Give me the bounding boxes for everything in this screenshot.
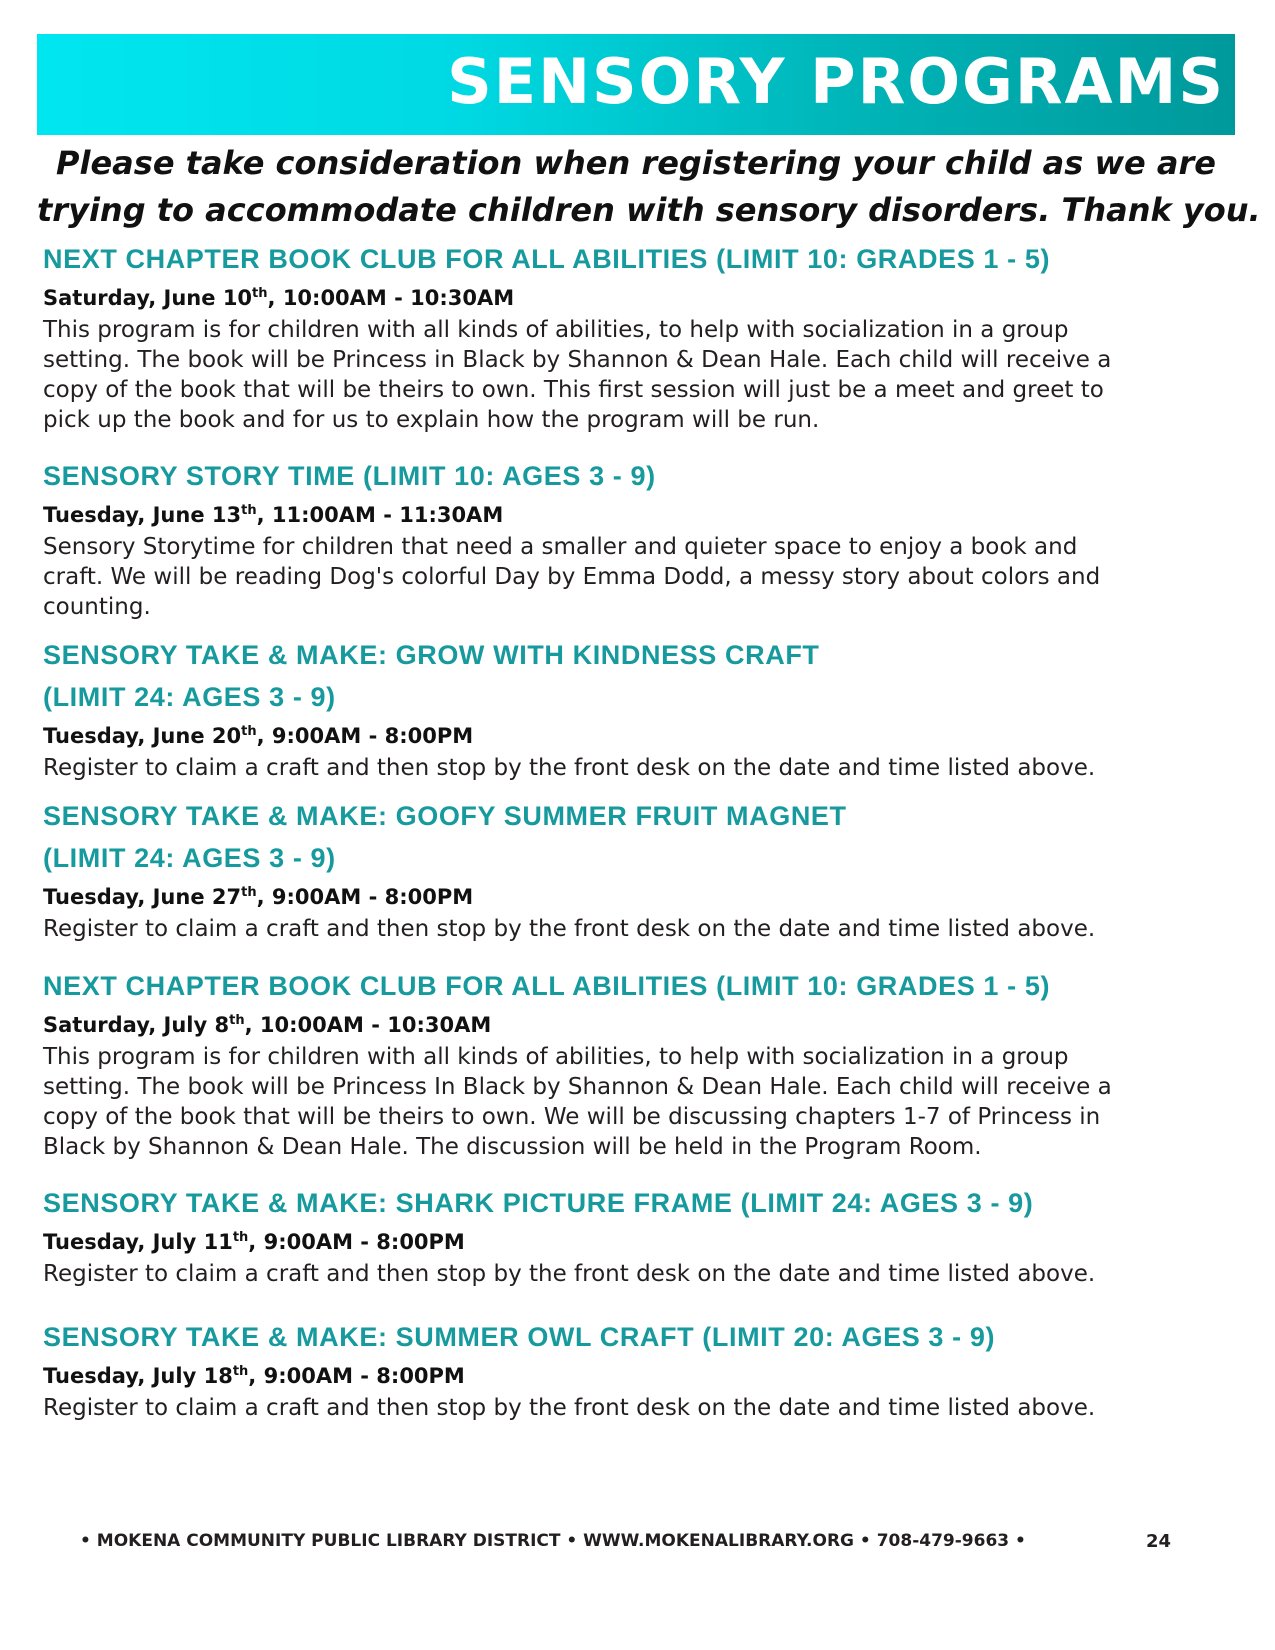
program-entry xyxy=(43,795,1243,944)
program-entry xyxy=(43,634,1243,783)
program-title-line: (LIMIT 24: AGES 3 - 9) xyxy=(43,682,336,712)
program-description: Register to claim a craft and then stop by the front desk on the date and time listed above. xyxy=(43,1261,1096,1287)
program-description: Register to claim a craft and then stop by the front desk on the date and time listed above. xyxy=(43,916,1096,942)
program-title xyxy=(43,965,1243,1007)
footer-contact: • MOKENA COMMUNITY PUBLIC LIBRARY DISTRICT • WWW.MOKENALIBRARY.ORG • 708-479-9663 • xyxy=(80,1531,1026,1551)
program-description: Sensory Storytime for children that need a smaller and quieter space to enjoy a book and craft. We will be reading Dog's colorful Day by Emma Dodd, a messy story about colors and counting. xyxy=(43,534,1101,620)
program-description: This program is for children with all kinds of abilities, to help with socialization in a group setting. The book will be Princess in Black by Shannon & Dean Hale. Each child will receive a copy of the book that will be theirs to own. This first session will just be a meet and greet to pick up the book and for us to explain how the program will be run. xyxy=(43,317,1112,433)
program-title-line: SENSORY TAKE & MAKE: SUMMER OWL CRAFT (LIMIT 20: AGES 3 - 9) xyxy=(43,1322,996,1352)
program-title xyxy=(43,238,1243,280)
page-number: 24 xyxy=(1146,1531,1172,1552)
program-title xyxy=(43,455,1243,497)
program-description: Register to claim a craft and then stop by the front desk on the date and time listed above. xyxy=(43,755,1096,781)
program-title-line: SENSORY TAKE & MAKE: GOOFY SUMMER FRUIT MAGNET xyxy=(43,801,847,831)
program-title xyxy=(43,795,1243,879)
program-entry xyxy=(43,238,1243,435)
program-title-line: SENSORY TAKE & MAKE: SHARK PICTURE FRAME (LIMIT 24: AGES 3 - 9) xyxy=(43,1188,1034,1218)
program-entry xyxy=(43,1182,1243,1289)
program-entry xyxy=(43,455,1243,622)
program-title-line: (LIMIT 24: AGES 3 - 9) xyxy=(43,843,336,873)
program-date: Saturday, July 8th, 10:00AM - 10:30AM xyxy=(43,1013,492,1037)
program-title-line: SENSORY TAKE & MAKE: GROW WITH KINDNESS CRAFT xyxy=(43,640,820,670)
intro-line: trying to accommodate children with sensory disorders. Thank you. xyxy=(37,191,1261,229)
program-title xyxy=(43,1316,1243,1358)
program-date: Saturday, June 10th, 10:00AM - 10:30AM xyxy=(43,286,515,310)
intro-note xyxy=(37,140,1261,234)
program-date: Tuesday, June 20th, 9:00AM - 8:00PM xyxy=(43,724,474,748)
program-title-line: SENSORY STORY TIME (LIMIT 10: AGES 3 - 9) xyxy=(43,461,656,491)
program-description: Register to claim a craft and then stop by the front desk on the date and time listed above. xyxy=(43,1395,1096,1421)
program-title-line: NEXT CHAPTER BOOK CLUB FOR ALL ABILITIES (LIMIT 10: GRADES 1 - 5) xyxy=(43,244,1051,274)
page-title: SENSORY PROGRAMS xyxy=(447,45,1225,118)
program-title xyxy=(43,634,1243,718)
intro-line: Please take consideration when registering your child as we are xyxy=(56,144,1216,182)
program-title xyxy=(43,1182,1243,1224)
program-date: Tuesday, June 13th, 11:00AM - 11:30AM xyxy=(43,503,504,527)
program-date: Tuesday, July 11th, 9:00AM - 8:00PM xyxy=(43,1230,465,1254)
program-entry xyxy=(43,965,1243,1162)
program-date: Tuesday, June 27th, 9:00AM - 8:00PM xyxy=(43,885,474,909)
program-date: Tuesday, July 18th, 9:00AM - 8:00PM xyxy=(43,1364,465,1388)
header-banner xyxy=(37,34,1235,135)
program-title-line: NEXT CHAPTER BOOK CLUB FOR ALL ABILITIES (LIMIT 10: GRADES 1 - 5) xyxy=(43,971,1051,1001)
program-description: This program is for children with all kinds of abilities, to help with socialization in a group setting. The book will be Princess In Black by Shannon & Dean Hale. Each child will receive a copy of the book that will be theirs to own. We will be discussing chapters 1-7 of Princess in Black by Shannon & Dean Hale. The discussion will be held in the Program Room. xyxy=(43,1044,1112,1160)
program-entry xyxy=(43,1316,1243,1423)
